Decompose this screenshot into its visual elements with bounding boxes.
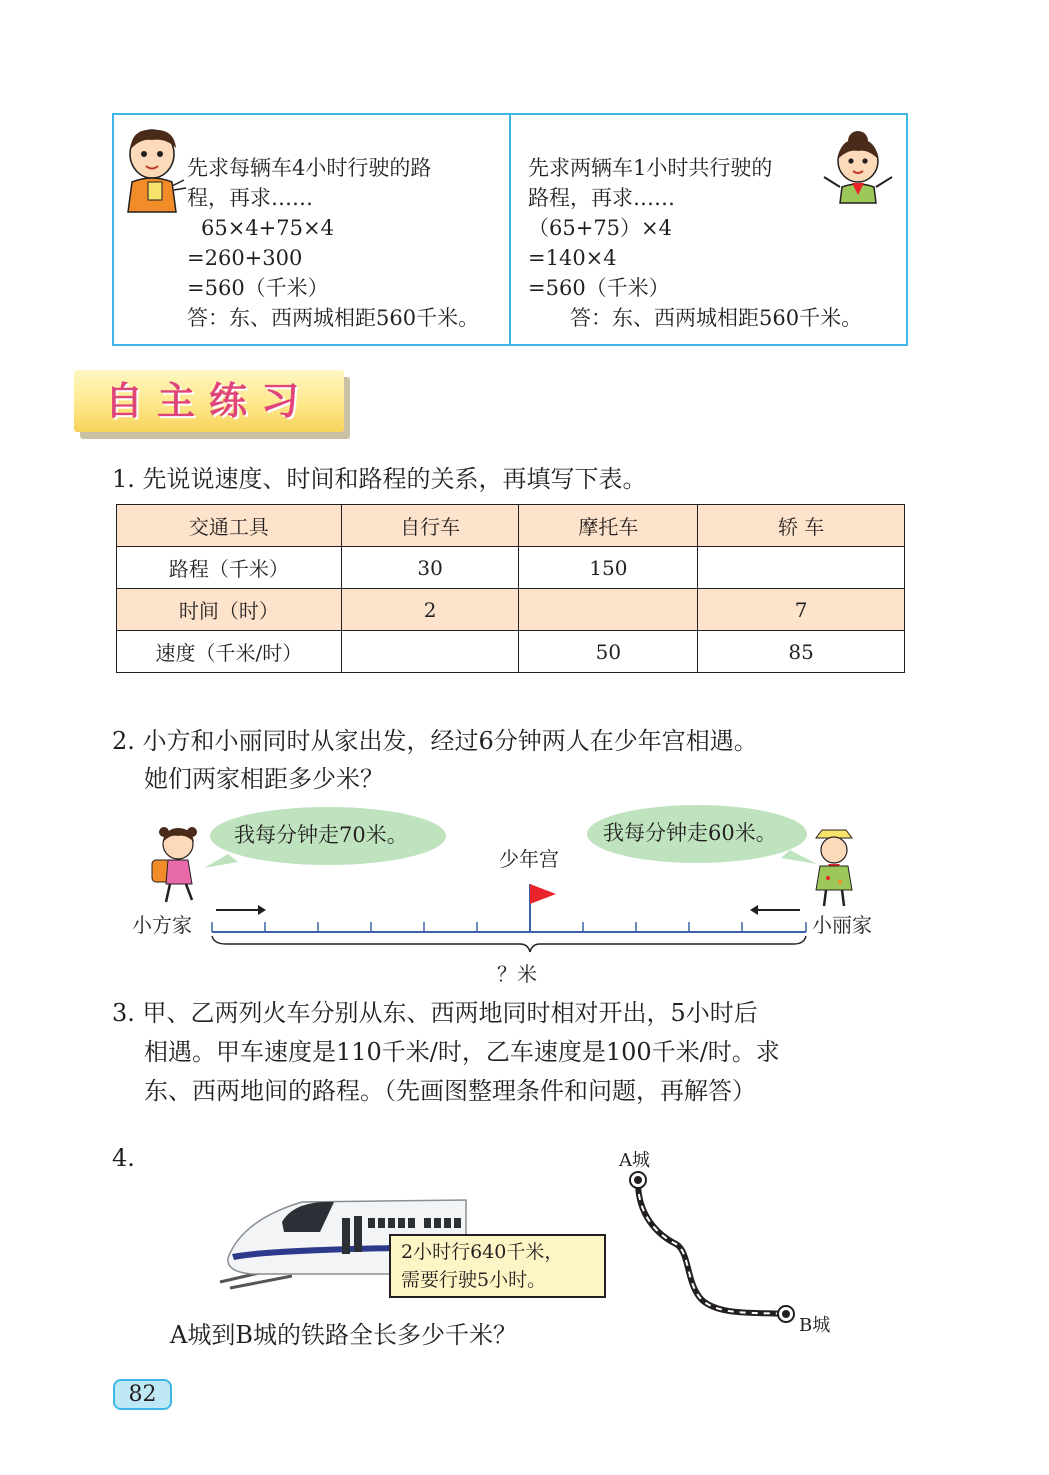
left-solution-line2: 程，再求……	[187, 186, 313, 210]
city-b-label: B城	[799, 1315, 831, 1336]
right-solution-line4: =140×4	[528, 246, 617, 270]
xiaofang-illustration	[148, 822, 210, 904]
question-3-line3: 东、西两地间的路程。（先画图整理条件和问题，再解答）	[144, 1077, 756, 1105]
table-cell: 85	[698, 631, 905, 673]
youth-palace-label: 少年宫	[499, 847, 559, 871]
table-cell: 50	[519, 631, 698, 673]
table-row	[117, 631, 905, 673]
page-number: 82	[113, 1379, 172, 1410]
table-row	[117, 589, 905, 631]
xiaoli-illustration	[808, 826, 860, 908]
girl-illustration	[818, 125, 898, 205]
solution-divider	[509, 113, 511, 346]
section-title: 自主练习	[104, 379, 313, 423]
xiaoli-home-label: 小丽家	[812, 913, 872, 937]
question-1-text: 1. 先说说速度、时间和路程的关系，再填写下表。	[112, 465, 647, 493]
left-solution-answer: 答：东、西两城相距560千米。	[187, 306, 480, 330]
table-cell: 路程（千米）	[117, 547, 342, 589]
boy-illustration	[118, 122, 188, 214]
table-cell-blank[interactable]	[341, 631, 519, 673]
table-cell: 时间（时）	[117, 589, 342, 631]
left-solution-line5: =560（千米）	[187, 276, 329, 300]
table-header-cell: 摩托车	[519, 505, 698, 547]
question-2-line2: 她们两家相距多少米？	[144, 765, 384, 793]
left-bubble-text: 我每分钟走70米。	[234, 823, 408, 847]
table-cell: 30	[341, 547, 519, 589]
right-solution-line3: （65+75）×4	[528, 216, 672, 240]
distance-diagram	[206, 876, 812, 956]
table-header-cell: 自行车	[341, 505, 519, 547]
distance-label: ？米	[497, 962, 537, 986]
table-cell: 速度（千米/时）	[117, 631, 342, 673]
note-line2: 需要行驶5小时。	[401, 1269, 547, 1291]
left-solution-line1: 先求每辆车4小时行驶的路	[187, 156, 432, 180]
speed-table	[116, 504, 905, 673]
table-header-cell: 交通工具	[117, 505, 342, 547]
question-3-line2: 相遇。甲车速度是110千米/时，乙车速度是100千米/时。求	[144, 1038, 780, 1066]
table-header-cell: 轿 车	[698, 505, 905, 547]
right-solution-line5: =560（千米）	[528, 276, 670, 300]
right-solution-line2: 路程，再求……	[528, 186, 675, 210]
city-a-label: A城	[619, 1150, 650, 1171]
right-solution-answer: 答：东、西两城相距560千米。	[570, 306, 863, 330]
railway-map	[616, 1164, 806, 1336]
table-cell-blank[interactable]	[698, 547, 905, 589]
question-2-line1: 2. 小方和小丽同时从家出发，经过6分钟两人在少年宫相遇。	[112, 727, 758, 755]
question-3-line1: 3. 甲、乙两列火车分别从东、西两地同时相对开出，5小时后	[112, 999, 758, 1027]
question-4-number: 4.	[112, 1144, 135, 1172]
xiaofang-home-label: 小方家	[132, 913, 192, 937]
table-header-row	[117, 505, 905, 547]
table-cell: 2	[341, 589, 519, 631]
left-solution-line4: =260+300	[187, 246, 303, 270]
table-cell-blank[interactable]	[519, 589, 698, 631]
table-row	[117, 547, 905, 589]
note-line1: 2小时行640千米，	[401, 1241, 564, 1263]
right-bubble-text: 我每分钟走60米。	[603, 821, 777, 845]
question-4-text: A城到B城的铁路全长多少千米？	[170, 1321, 517, 1349]
right-solution-line1: 先求两辆车1小时共行驶的	[528, 156, 773, 180]
train-info-note	[389, 1234, 606, 1298]
table-cell: 7	[698, 589, 905, 631]
table-cell: 150	[519, 547, 698, 589]
left-solution-line3: 65×4+75×4	[201, 216, 334, 240]
